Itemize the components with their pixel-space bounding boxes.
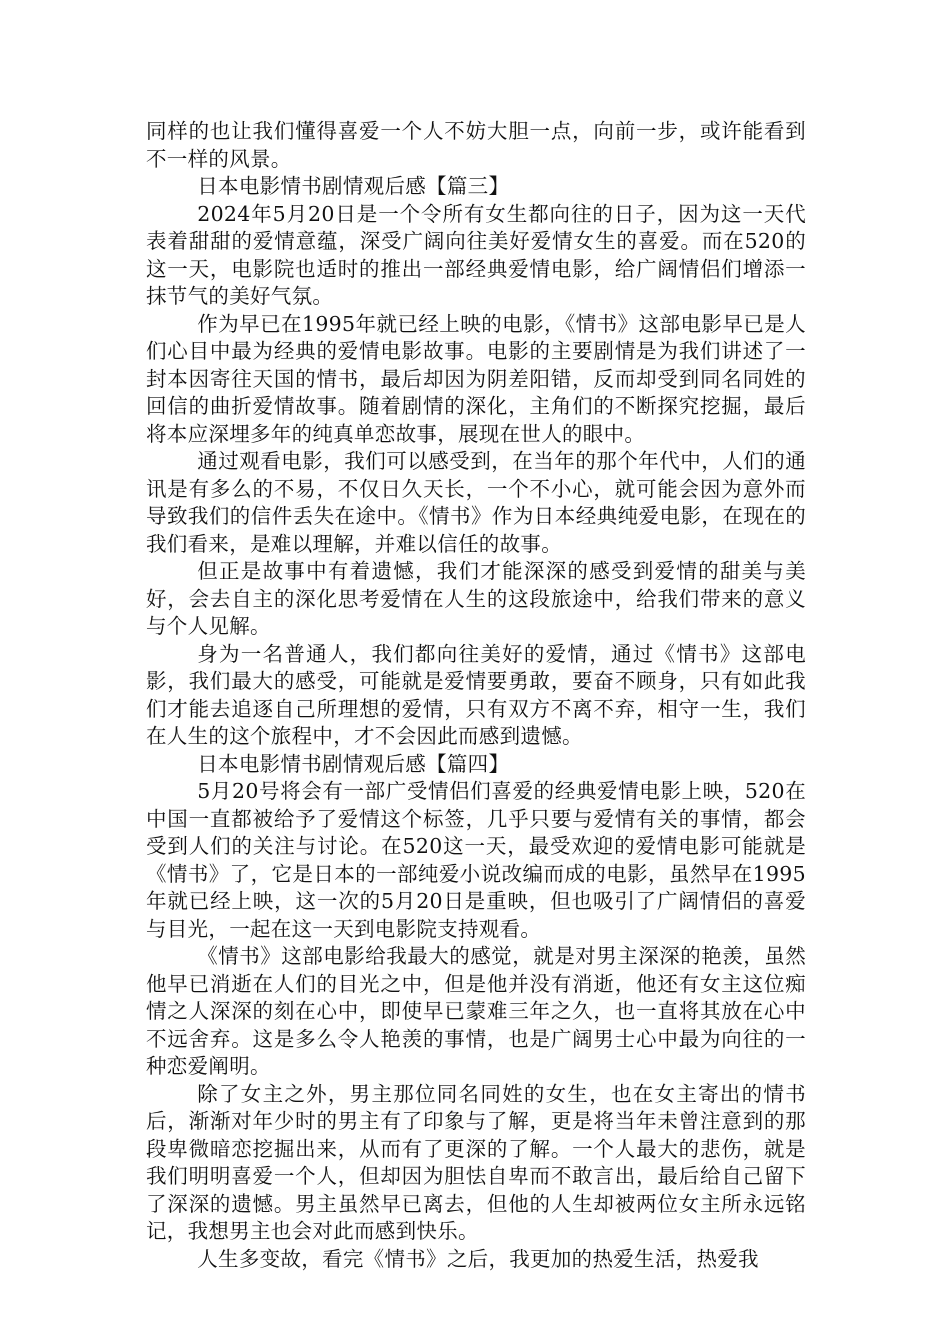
paragraph: 2024年5月20日是一个令所有女生都向往的日子，因为这一天代表着甜甜的爱情意蕴，深受广阔向往美好爱情女生的喜爱。而在520的这一天，电影院也适时的推出一部经典爱情电影，给广阔情侣们增添一抹节气的美好气氛。 (146, 201, 806, 308)
section-heading-part-three: 日本电影情书剧情观后感【篇三】 (197, 174, 510, 198)
document-page (146, 118, 806, 1273)
section-heading-part-four: 日本电影情书剧情观后感【篇四】 (197, 751, 510, 776)
paragraph: 除了女主之外，男主那位同名同姓的女生，也在女主寄出的情书后，渐渐对年少时的男主有了印象与了解，更是将当年未曾注意到的那段卑微暗恋挖掘出来，从而有了更深的了解。一个人最大的悲伤，就是我们明明喜爱一个人，但却因为胆怯自卑而不敢言出，最后给自己留下了深深的遗憾。男主虽然早已离去，但他的人生却被两位女主所永远铭记，我想男主也会对此而感到快乐。 (146, 1081, 806, 1243)
paragraph: 5月20号将会有一部广受情侣们喜爱的经典爱情电影上映，520在中国一直都被给予了爱情这个标签，几乎只要与爱情有关的事情，都会受到人们的关注与讨论。在520这一天，最受欢迎的爱情电影可能就是《情书》了，它是日本的一部纯爱小说改编而成的电影，虽然早在1995年就已经上映，这一次的5月20日是重映，但也吸引了广阔情侣的喜爱与目光，一起在这一天到电影院支持观看。 (146, 779, 806, 941)
paragraph: 人生多变故，看完《情书》之后，我更加的热爱生活，热爱我 (197, 1246, 759, 1271)
paragraph-continuation: 同样的也让我们懂得喜爱一个人不妨大胆一点，向前一步，或许能看到不一样的风景。 (146, 119, 806, 171)
paragraph: 身为一名普通人，我们都向往美好的爱情，通过《情书》这部电影，我们最大的感受，可能就是爱情要勇敢，要奋不顾身，只有如此我们才能去追逐自己所理想的爱情，只有双方不离不弃，相守一生，我们在人生的这个旅程中，才不会因此而感到遗憾。 (146, 641, 806, 748)
paragraph: 但正是故事中有着遗憾，我们才能深深的感受到爱情的甜美与美好，会去自主的深化思考爱情在人生的这段旅途中，给我们带来的意义与个人见解。 (146, 559, 806, 638)
paragraph: 通过观看电影，我们可以感受到，在当年的那个年代中，人们的通讯是有多么的不易，不仅日久天长，一个不小心，就可能会因为意外而导致我们的信件丢失在途中。《情书》作为日本经典纯爱电影，在现在的我们看来，是难以理解，并难以信任的故事。 (146, 449, 806, 556)
paragraph: 《情书》这部电影给我最大的感觉，就是对男主深深的艳羡，虽然他早已消逝在人们的目光之中，但是他并没有消逝，他还有女主这位痴情之人深深的刻在心中，即使早已蒙难三年之久，也一直将其放在心中不远舍弃。这是多么令人艳羡的事情，也是广阔男士心中最为向往的一种恋爱阐明。 (146, 944, 806, 1078)
paragraph: 作为早已在1995年就已经上映的电影，《情书》这部电影早已是人们心目中最为经典的爱情电影故事。电影的主要剧情是为我们讲述了一封本因寄往天国的情书，最后却因为阴差阳错，反而却受到同名同姓的回信的曲折爱情故事。随着剧情的深化，主角们的不断探究挖掘，最后将本应深埋多年的纯真单恋故事，展现在世人的眼中。 (146, 311, 806, 446)
